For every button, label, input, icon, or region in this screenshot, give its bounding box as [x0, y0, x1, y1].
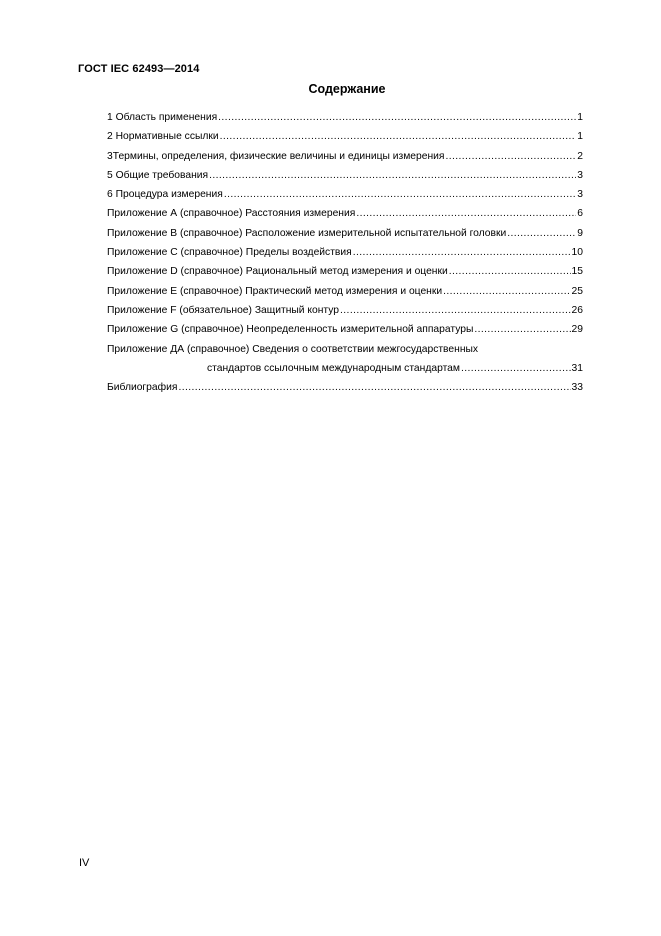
toc-entry-page: 1 [577, 112, 583, 123]
toc-entry-continuation[interactable] [107, 363, 583, 382]
toc-entry-text: Приложение Е (справочное) Практический метод измерения и оценки [107, 285, 443, 297]
toc-entry[interactable] [107, 247, 583, 266]
toc-entry-text: Приложение G (справочное) Неопределенность измерительной аппаратуры [107, 324, 474, 336]
toc-entry-page: 6 [577, 208, 583, 220]
toc-entry-page: 3 [577, 189, 583, 201]
toc-leader-dots [507, 228, 576, 239]
toc-entry-page: 26 [571, 304, 583, 316]
toc-entry[interactable] [107, 286, 583, 305]
toc-entry-page: 10 [571, 247, 583, 259]
table-of-contents [107, 112, 583, 401]
toc-entry-page: 15 [571, 266, 583, 278]
toc-entry-page: 33 [571, 382, 583, 394]
page-number: IV [79, 857, 90, 869]
toc-entry-page: 2 [577, 150, 583, 162]
toc-entry-page: 25 [571, 285, 583, 297]
toc-leader-dots [224, 189, 576, 200]
document-code: ГОСТ IEC 62493—2014 [78, 63, 200, 75]
toc-entry-text: 1 Область применения [107, 112, 218, 123]
toc-entry-page: 29 [571, 324, 583, 336]
toc-entry-page: 3 [577, 169, 583, 181]
toc-entry-text: Приложение С (справочное) Пределы воздействия [107, 247, 352, 259]
toc-leader-dots [353, 247, 571, 258]
toc-entry[interactable] [107, 208, 583, 227]
toc-leader-dots [474, 324, 570, 335]
toc-entry[interactable] [107, 266, 583, 285]
toc-entry[interactable] [107, 151, 583, 170]
toc-entry-text: 5 Общие требования [107, 169, 209, 181]
toc-leader-dots [461, 363, 571, 374]
toc-entry[interactable] [107, 305, 583, 324]
toc-leader-dots [356, 208, 576, 219]
toc-entry[interactable] [107, 344, 583, 363]
toc-entry[interactable] [107, 131, 583, 150]
toc-entry-text: Приложение А (справочное) Расстояния измерения [107, 208, 356, 220]
toc-leader-dots [220, 131, 577, 142]
toc-leader-dots [449, 266, 571, 277]
toc-entry-text: Приложение В (справочное) Расположение измерительной испытательной головки [107, 227, 507, 239]
toc-entry[interactable] [107, 382, 583, 401]
toc-entry-text: Приложение D (справочное) Рациональный метод измерения и оценки [107, 266, 448, 278]
toc-entry-text: Приложение ДА (справочное) Сведения о соответствии межгосударственных [107, 343, 479, 355]
toc-entry[interactable] [107, 112, 583, 131]
toc-entry-text: Библиография [107, 382, 178, 394]
toc-leader-dots [218, 112, 576, 123]
toc-leader-dots [340, 305, 571, 316]
toc-entry[interactable] [107, 170, 583, 189]
toc-entry-text: Приложение F (обязательное) Защитный контур [107, 304, 340, 316]
toc-entry[interactable] [107, 189, 583, 208]
toc-entry-text: 3Термины, определения, физические величины и единицы измерения [107, 150, 445, 162]
toc-entry-page: 1 [577, 131, 583, 143]
toc-entry-text: 2 Нормативные ссылки [107, 131, 219, 143]
toc-entry[interactable] [107, 228, 583, 247]
toc-entry-page: 9 [577, 227, 583, 239]
toc-leader-dots [209, 170, 576, 181]
toc-leader-dots [445, 151, 576, 162]
toc-entry-text: стандартов ссылочным международным стандартам [207, 362, 460, 374]
toc-entry-text: 6 Процедура измерения [107, 189, 223, 201]
toc-leader-dots [443, 286, 570, 297]
toc-entry-page: 31 [571, 362, 583, 374]
toc-leader-dots [178, 382, 570, 393]
toc-entry[interactable] [107, 324, 583, 343]
toc-title: Содержание [308, 82, 386, 96]
